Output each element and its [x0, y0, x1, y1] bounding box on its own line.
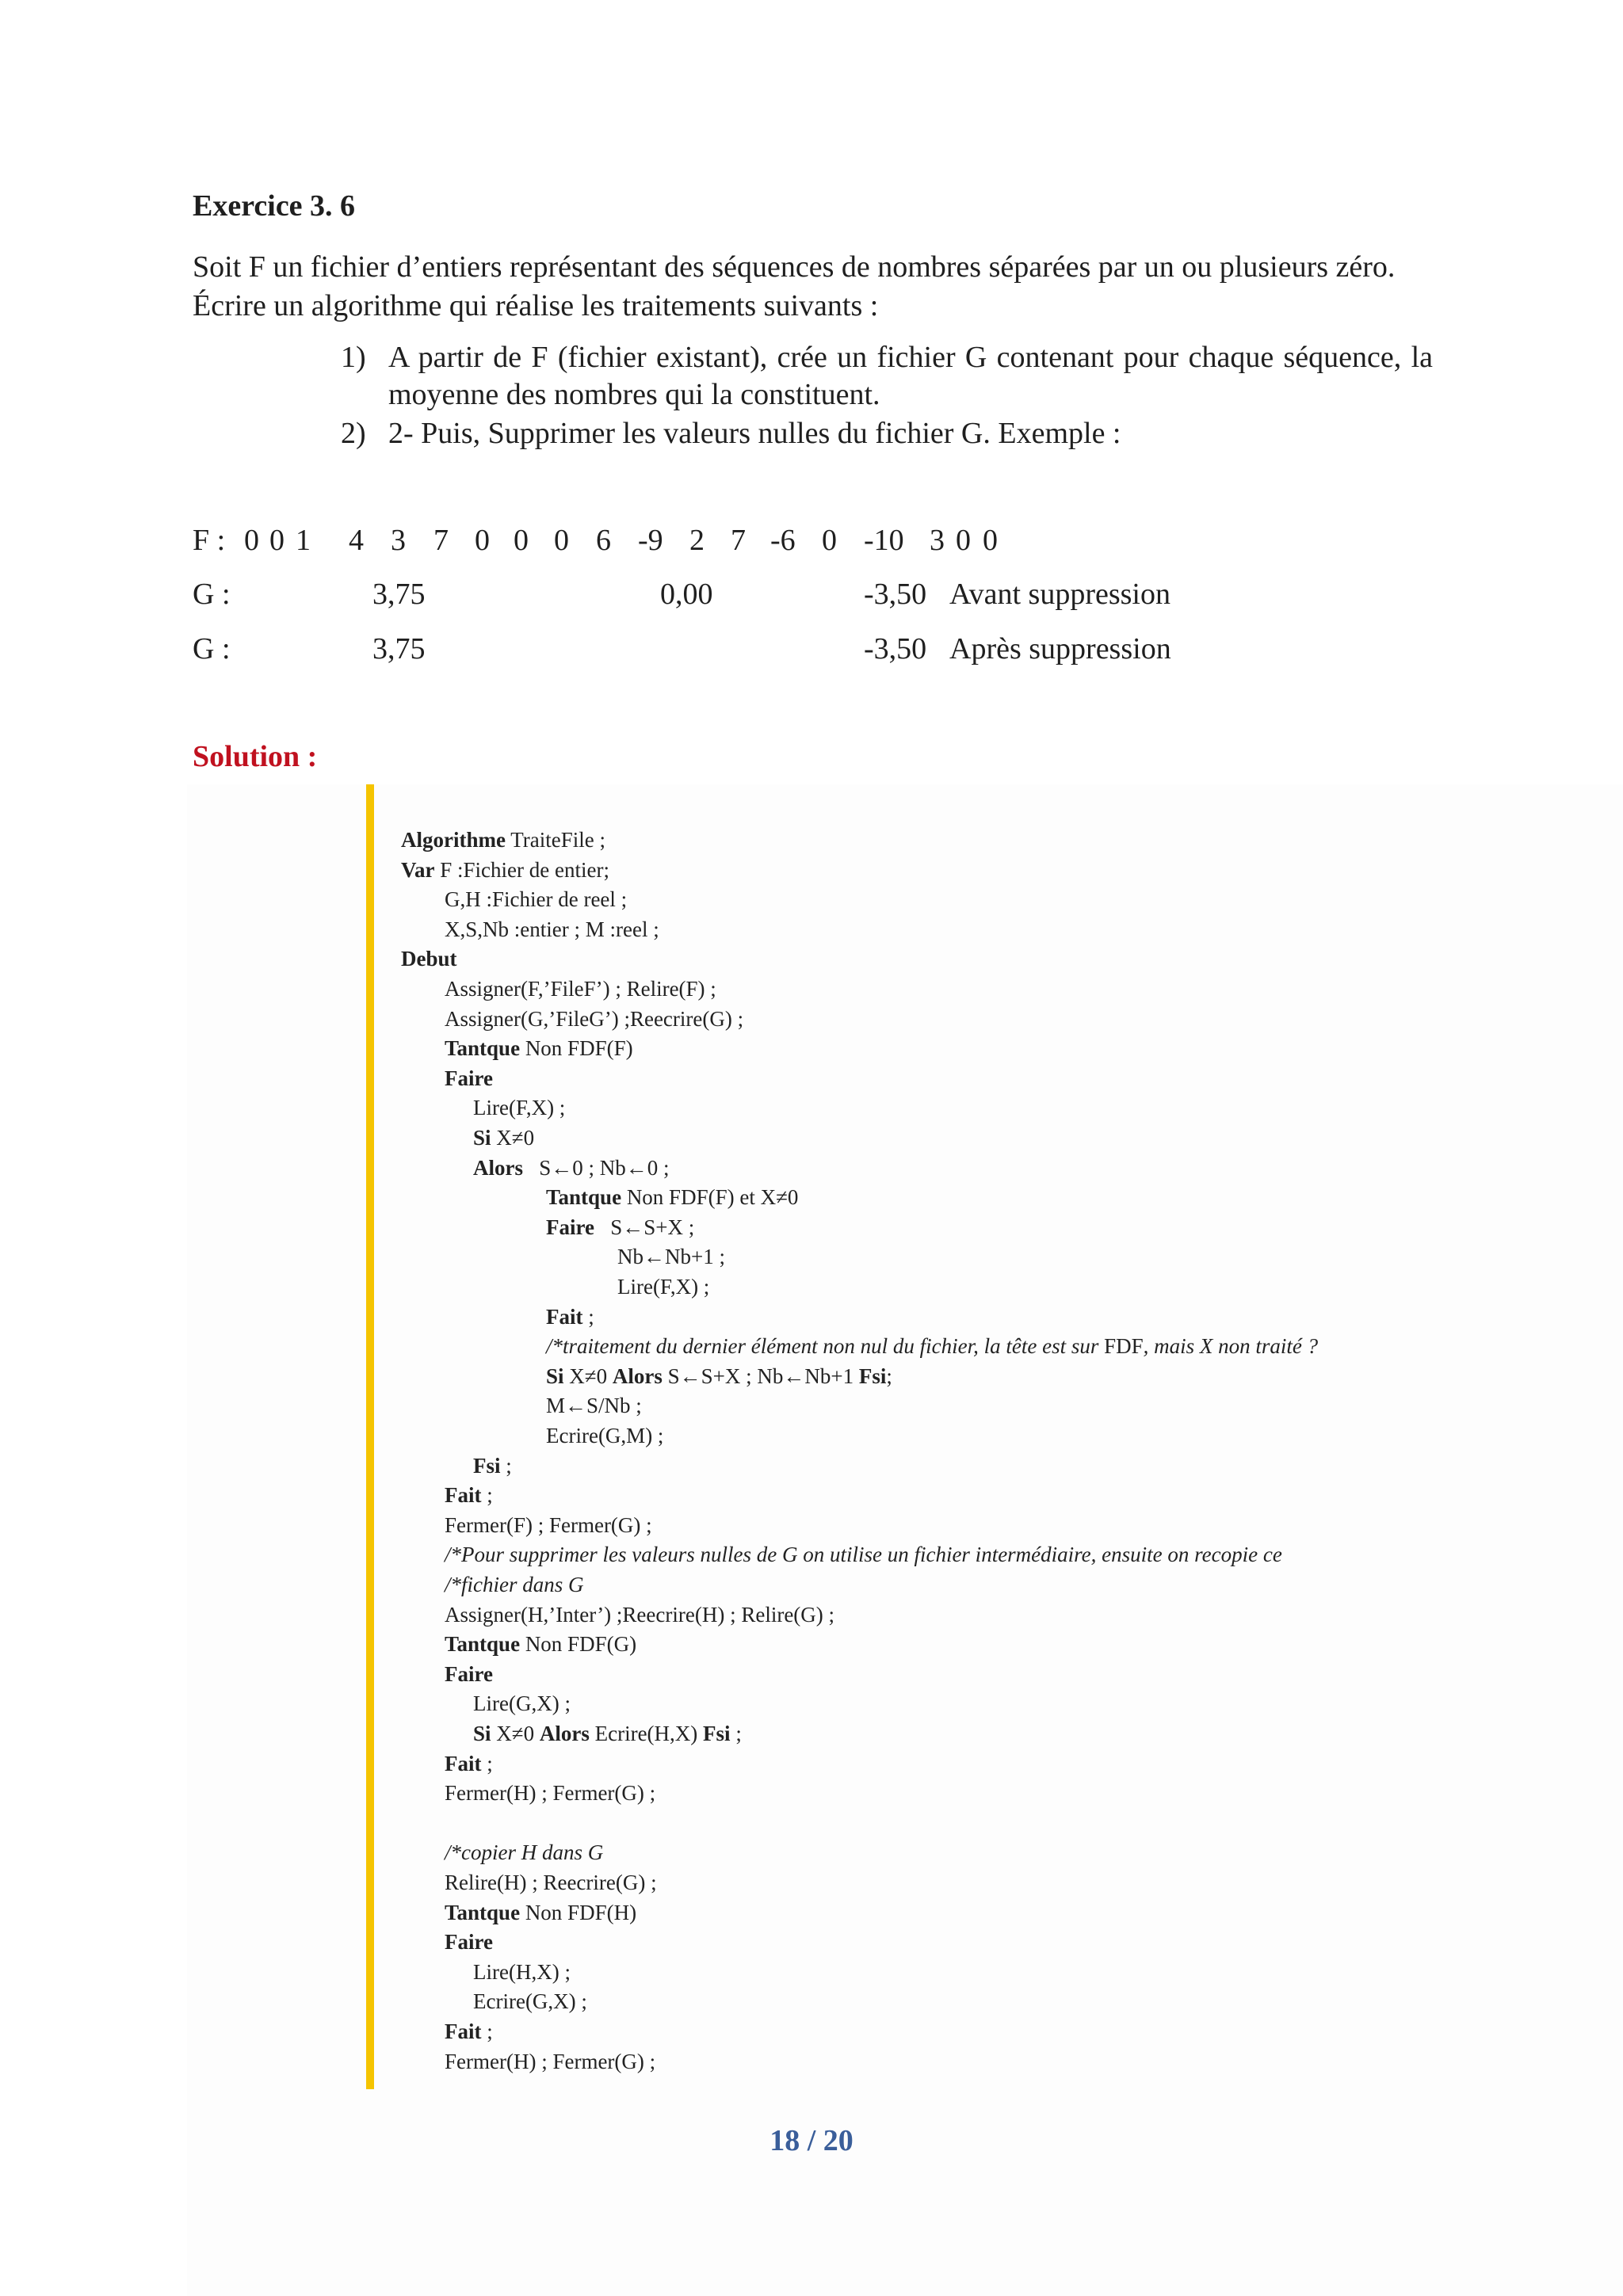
task-list	[341, 339, 1433, 452]
f-value: 4	[349, 524, 364, 557]
code-line: Relire(H) ; Reecrire(G) ;	[445, 1871, 657, 1894]
code-line: Fermer(F) ; Fermer(G) ;	[445, 1512, 652, 1537]
code-line: Assigner(G,’FileG’) ;Reecrire(G) ;	[445, 1006, 744, 1031]
f-value: 3	[930, 524, 945, 557]
code-line: Si X≠0 Alors S←S+X ; Nb←Nb+1 Fsi;	[546, 1363, 892, 1388]
code-line: Lire(F,X) ;	[473, 1096, 566, 1120]
page-number: 18 / 20	[769, 2124, 854, 2157]
code-line: Fait ;	[445, 1751, 493, 1775]
list-item-text: 2- Puis, Supprimer les valeurs nulles du fichier G. Exemple :	[388, 417, 1121, 450]
code-line: Assigner(F,’FileF’) ; Relire(F) ;	[445, 977, 716, 1001]
code-line: Tantque Non FDF(F) et X≠0	[546, 1185, 799, 1210]
f-value: 0	[554, 524, 569, 557]
code-line: Tantque Non FDF(H)	[445, 1900, 637, 1924]
list-item	[341, 339, 1433, 414]
g-value: -3,50	[864, 632, 927, 666]
exercise-title: Exercice 3. 6	[193, 189, 356, 223]
g-value: -3,50	[864, 578, 927, 611]
f-value: 0	[983, 524, 998, 557]
code-line: Si X≠0 Alors Ecrire(H,X) Fsi ;	[473, 1722, 742, 1745]
list-item-text: A partir de F (fichier existant), crée un fichier G contenant pour chaque séquence, la moyenne des nombres qui la constituent.	[388, 341, 1433, 411]
example-f-label: F :	[193, 524, 226, 557]
code-line: Fsi ;	[473, 1453, 512, 1478]
code-line: Si X≠0	[473, 1126, 535, 1150]
code-line: Nb←Nb+1 ;	[617, 1245, 725, 1269]
f-value: 2	[689, 524, 705, 557]
f-value: -9	[638, 524, 663, 557]
list-item-number: 2)	[341, 417, 366, 450]
f-value: 0	[244, 524, 259, 557]
f-value: 7	[433, 524, 449, 557]
code-line: Fait ;	[445, 1483, 493, 1508]
code-line: Fait ;	[445, 2019, 493, 2043]
f-value: 0	[475, 524, 490, 557]
f-value: 6	[596, 524, 611, 557]
code-line: Faire S←S+X ;	[546, 1215, 695, 1239]
before-label: Avant suppression	[949, 578, 1170, 611]
code-comment: /*traitement du dernier élément non nul du fichier, la tête est sur FDF, mais X non traité ?	[546, 1334, 1319, 1359]
f-value: 0	[269, 524, 285, 557]
code-line: Var F :Fichier de entier;	[401, 857, 609, 882]
g-value: 0,00	[660, 578, 713, 611]
code-line: G,H :Fichier de reel ;	[445, 887, 628, 912]
code-line: Alors S←0 ; Nb←0 ;	[473, 1155, 670, 1180]
code-comment: /*fichier dans G	[445, 1573, 584, 1596]
g-value: 3,75	[372, 632, 426, 666]
f-value: 0	[956, 524, 971, 557]
solution-label: Solution :	[193, 740, 318, 773]
code-line: Algorithme TraiteFile ;	[401, 828, 605, 852]
code-line: Fermer(H) ; Fermer(G) ;	[445, 1781, 656, 1806]
code-line: Lire(F,X) ;	[617, 1275, 710, 1299]
code-line: Lire(G,X) ;	[473, 1691, 571, 1716]
f-value: -6	[770, 524, 796, 557]
code-line: Ecrire(G,X) ;	[473, 1989, 587, 2014]
f-value: 7	[731, 524, 746, 557]
f-value: 0	[822, 524, 837, 557]
example-g-label: G :	[193, 632, 231, 666]
code-line: Lire(H,X) ;	[473, 1959, 571, 1984]
g-value: 3,75	[372, 578, 426, 611]
after-label: Après suppression	[949, 632, 1171, 666]
code-block	[187, 784, 1623, 2296]
code-accent-bar	[366, 784, 374, 2089]
exercise-intro: Soit F un fichier d’entiers représentant des séquences de nombres séparées par un ou plusieurs zéro. Écrire un algorithme qui réalise les traitements suivants :	[193, 250, 1396, 322]
code-line: M←S/Nb ;	[546, 1394, 642, 1418]
example-g-label: G :	[193, 578, 231, 611]
code-line: X,S,Nb :entier ; M :reel ;	[445, 917, 659, 941]
f-value: -10	[864, 524, 904, 557]
code-line: Tantque Non FDF(F)	[445, 1036, 633, 1061]
code-line: Assigner(H,’Inter’) ;Reecrire(H) ; Relire(G) ;	[445, 1602, 835, 1627]
f-value: 3	[391, 524, 406, 557]
list-item-number: 1)	[341, 341, 366, 374]
code-line: Fait ;	[546, 1304, 594, 1329]
code-comment: /*copier H dans G	[445, 1840, 604, 1865]
f-value: 0	[514, 524, 529, 557]
code-comment: /*Pour supprimer les valeurs nulles de G on utilise un fichier intermédiaire, ensuite on recopie ce	[445, 1543, 1282, 1567]
code-line: Faire	[445, 1661, 493, 1686]
f-value: 1	[296, 524, 311, 557]
code-line: Debut	[401, 947, 457, 971]
code-line: Ecrire(G,M) ;	[546, 1424, 664, 1447]
code-line: Faire	[445, 1930, 493, 1955]
code-line: Faire	[445, 1066, 493, 1090]
code-line: Tantque Non FDF(G)	[445, 1632, 637, 1657]
list-item	[341, 415, 1433, 452]
code-line: Fermer(H) ; Fermer(G) ;	[445, 2049, 656, 2073]
